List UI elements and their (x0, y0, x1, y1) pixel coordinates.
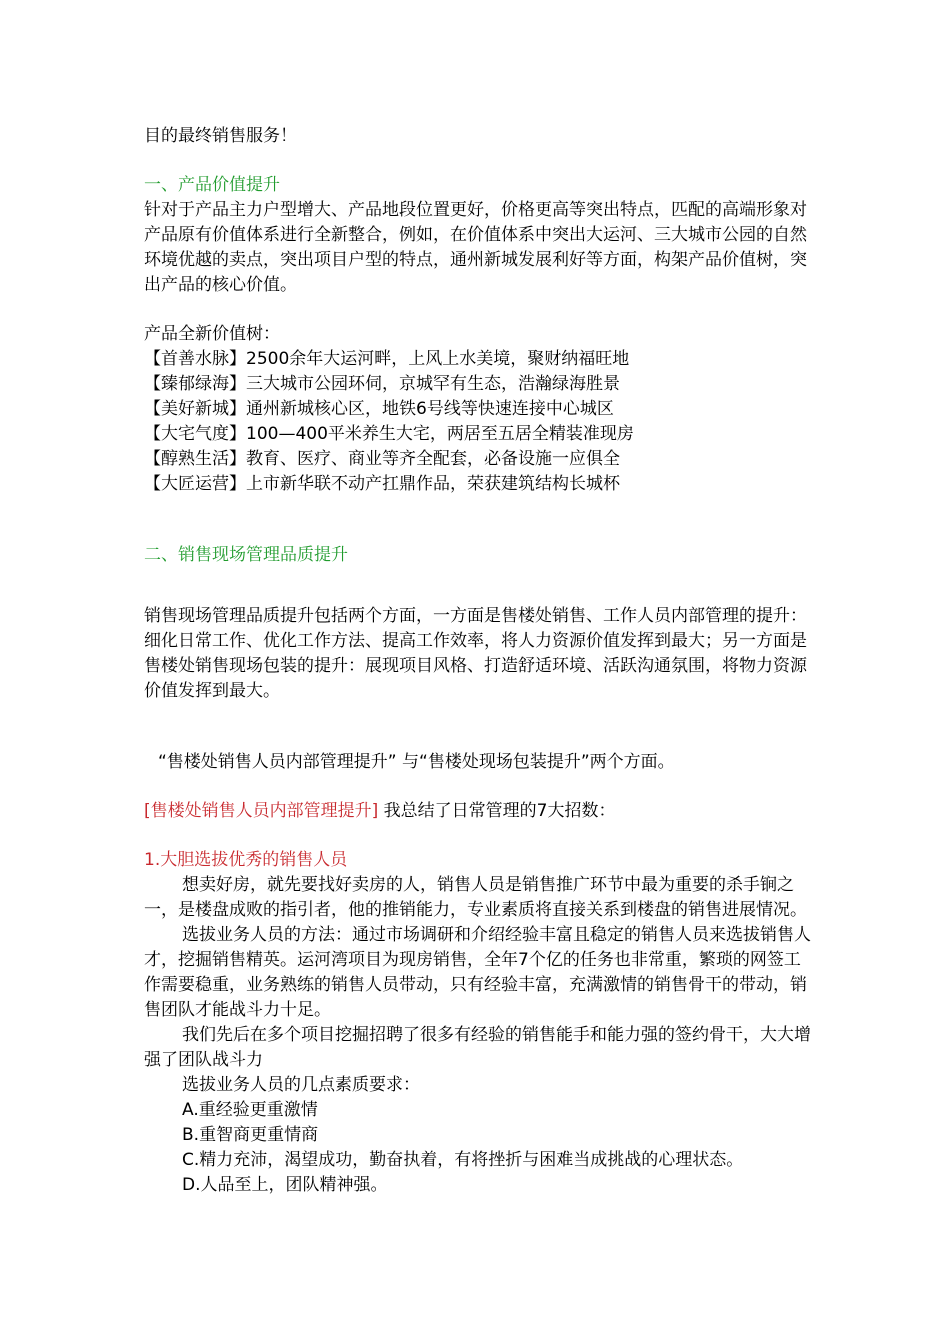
requirement-item: C.精力充沛，渴望成功，勤奋执着，有将挫折与困难当成挑战的心理状态。 (182, 1150, 744, 1170)
point1-paragraph-2: 选拔业务人员的方法：通过市场调研和介绍经验丰富且稳定的销售人员来选拔销售人才，挖掘销售精英。运河湾项目为现房销售，全年7个亿的任务也非常重，繁琐的网签工作需要稳重，业务熟练的销售人员带动，只有经验丰富，充满激情的销售骨干的带动，销售团队才能战斗力十足。 (144, 925, 811, 1020)
two-aspects-text: “售楼处销售人员内部管理提升” 与“售楼处现场包装提升”两个方面。 (158, 752, 675, 772)
intro-tail-text: 目的最终销售服务！ (144, 126, 297, 146)
point1-paragraph-1: 想卖好房，就先要找好卖房的人，销售人员是销售推广环节中最为重要的杀手锏之一，是楼盘成败的指引者，他的推销能力，专业素质将直接关系到楼盘的销售进展情况。 (144, 875, 807, 920)
requirement-item: D.人品至上，团队精神强。 (182, 1175, 388, 1195)
section2-paragraph: 销售现场管理品质提升包括两个方面，一方面是售楼处销售、工作人员内部管理的提升：细化日常工作、优化工作方法、提高工作效率，将人力资源价值发挥到最大；另一方面是售楼处销售现场包装的提升：展现项目风格、打造舒适环境、活跃沟通氛围，将物力资源价值发挥到最大。 (144, 606, 807, 701)
value-tree-item: 【大匠运营】上市新华联不动产扛鼎作品，荣获建筑结构长城杯 (144, 474, 620, 494)
requirement-item: B.重智商更重情商 (182, 1125, 319, 1145)
bracket-rest: 我总结了日常管理的7大招数： (378, 801, 616, 821)
point1-heading: 1.大胆选拔优秀的销售人员 (144, 850, 348, 870)
section2-heading: 二、销售现场管理品质提升 (144, 545, 348, 565)
requirements-title: 选拔业务人员的几点素质要求： (182, 1075, 420, 1095)
section1-paragraph: 针对于产品主力户型增大、产品地段位置更好，价格更高等突出特点，匹配的高端形象对产品原有价值体系进行全新整合，例如，在价值体系中突出大运河、三大城市公园的自然环境优越的卖点，突出项目户型的特点，通州新城发展利好等方面，构架产品价值树，突出产品的核心价值。 (144, 200, 807, 295)
value-tree-item: 【美好新城】通州新城核心区，地铁6号线等快速连接中心城区 (144, 399, 614, 419)
value-tree-item: 【大宅气度】100—400平米养生大宅，两居至五居全精装准现房 (144, 424, 634, 444)
point1-paragraph-3: 我们先后在多个项目挖掘招聘了很多有经验的销售能手和能力强的签约骨干，大大增强了团队战斗力 (144, 1025, 811, 1070)
requirement-item: A.重经验更重激情 (182, 1100, 318, 1120)
section1-heading: 一、产品价值提升 (144, 175, 280, 195)
bracket-label: [售楼处销售人员内部管理提升] (144, 801, 379, 821)
bracket-line (144, 799, 812, 824)
value-tree-title: 产品全新价值树： (144, 324, 280, 344)
value-tree-item: 【臻郁绿海】三大城市公园环伺，京城罕有生态，浩瀚绿海胜景 (144, 374, 620, 394)
value-tree-item: 【首善水脉】2500余年大运河畔，上风上水美境，聚财纳福旺地 (144, 349, 630, 369)
document-page (144, 124, 812, 1198)
value-tree-item: 【醇熟生活】教育、医疗、商业等齐全配套，必备设施一应俱全 (144, 449, 620, 469)
